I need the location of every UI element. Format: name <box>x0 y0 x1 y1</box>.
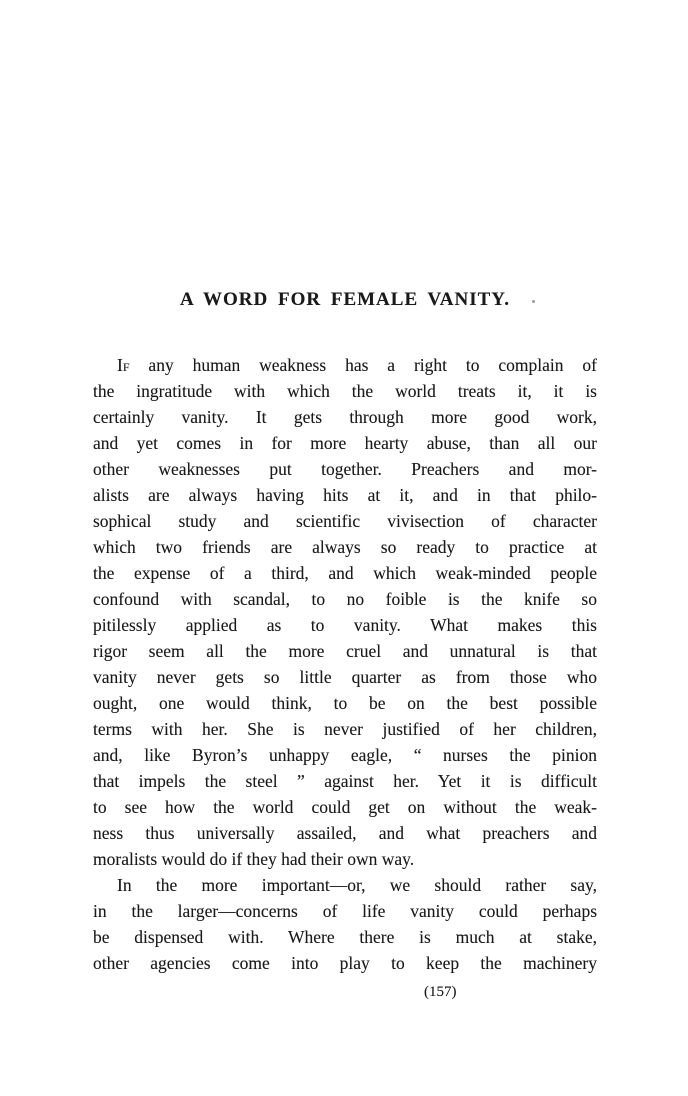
body-line: to see how the world could get on without the weak- <box>93 797 597 817</box>
lead-word-smallcaps: If <box>117 355 130 375</box>
body-line <box>93 352 597 378</box>
body-line: and, like Byron’s unhappy eagle, “ nurses the pinion <box>93 745 597 765</box>
body-line: which two friends are always so ready to practice at <box>93 537 597 557</box>
body-line: ness thus universally assailed, and what preachers and <box>93 823 597 843</box>
body-line: terms with her. She is never justified of her children, <box>93 719 597 739</box>
body-line: in the larger—concerns of life vanity could perhaps <box>93 901 597 921</box>
body-line: alists are always having hits at it, and in that philo- <box>93 485 597 505</box>
body-line: the expense of a third, and which weak-minded people <box>93 563 597 583</box>
paragraph-2 <box>93 872 597 976</box>
body-line: other agencies come into play to keep the machinery <box>93 953 597 973</box>
page-title: A WORD FOR FEMALE VANITY. <box>179 289 511 310</box>
body-line: pitilessly applied as to vanity. What makes this <box>93 615 597 635</box>
paragraph-1 <box>93 352 597 872</box>
text-block <box>93 288 597 1005</box>
body-line: moralists would do if they had their own way. <box>93 849 415 869</box>
body-line: rigor seem all the more cruel and unnatural is that <box>93 641 597 661</box>
body-line: other weaknesses put together. Preachers and mor- <box>93 459 597 479</box>
body-line: vanity never gets so little quarter as from those who <box>93 667 597 687</box>
body-line: sophical study and scientific vivisection of character <box>93 511 597 531</box>
body-line: ought, one would think, to be on the best possible <box>93 693 597 713</box>
body-line: the ingratitude with which the world treats it, it is <box>93 381 597 401</box>
body-line: that impels the steel ” against her. Yet it is difficult <box>93 771 597 791</box>
body-line: be dispensed with. Where there is much at stake, <box>93 927 597 947</box>
body-line: In the more important—or, we should rather say, <box>117 875 597 895</box>
body-line: and yet comes in for more hearty abuse, than all our <box>93 433 597 453</box>
body-line: confound with scandal, to no foible is the knife so <box>93 589 597 609</box>
body-line-text: any human weakness has a right to complain of <box>148 355 598 375</box>
body-line: certainly vanity. It gets through more good work, <box>93 407 597 427</box>
page-number: (157) <box>424 984 457 1000</box>
